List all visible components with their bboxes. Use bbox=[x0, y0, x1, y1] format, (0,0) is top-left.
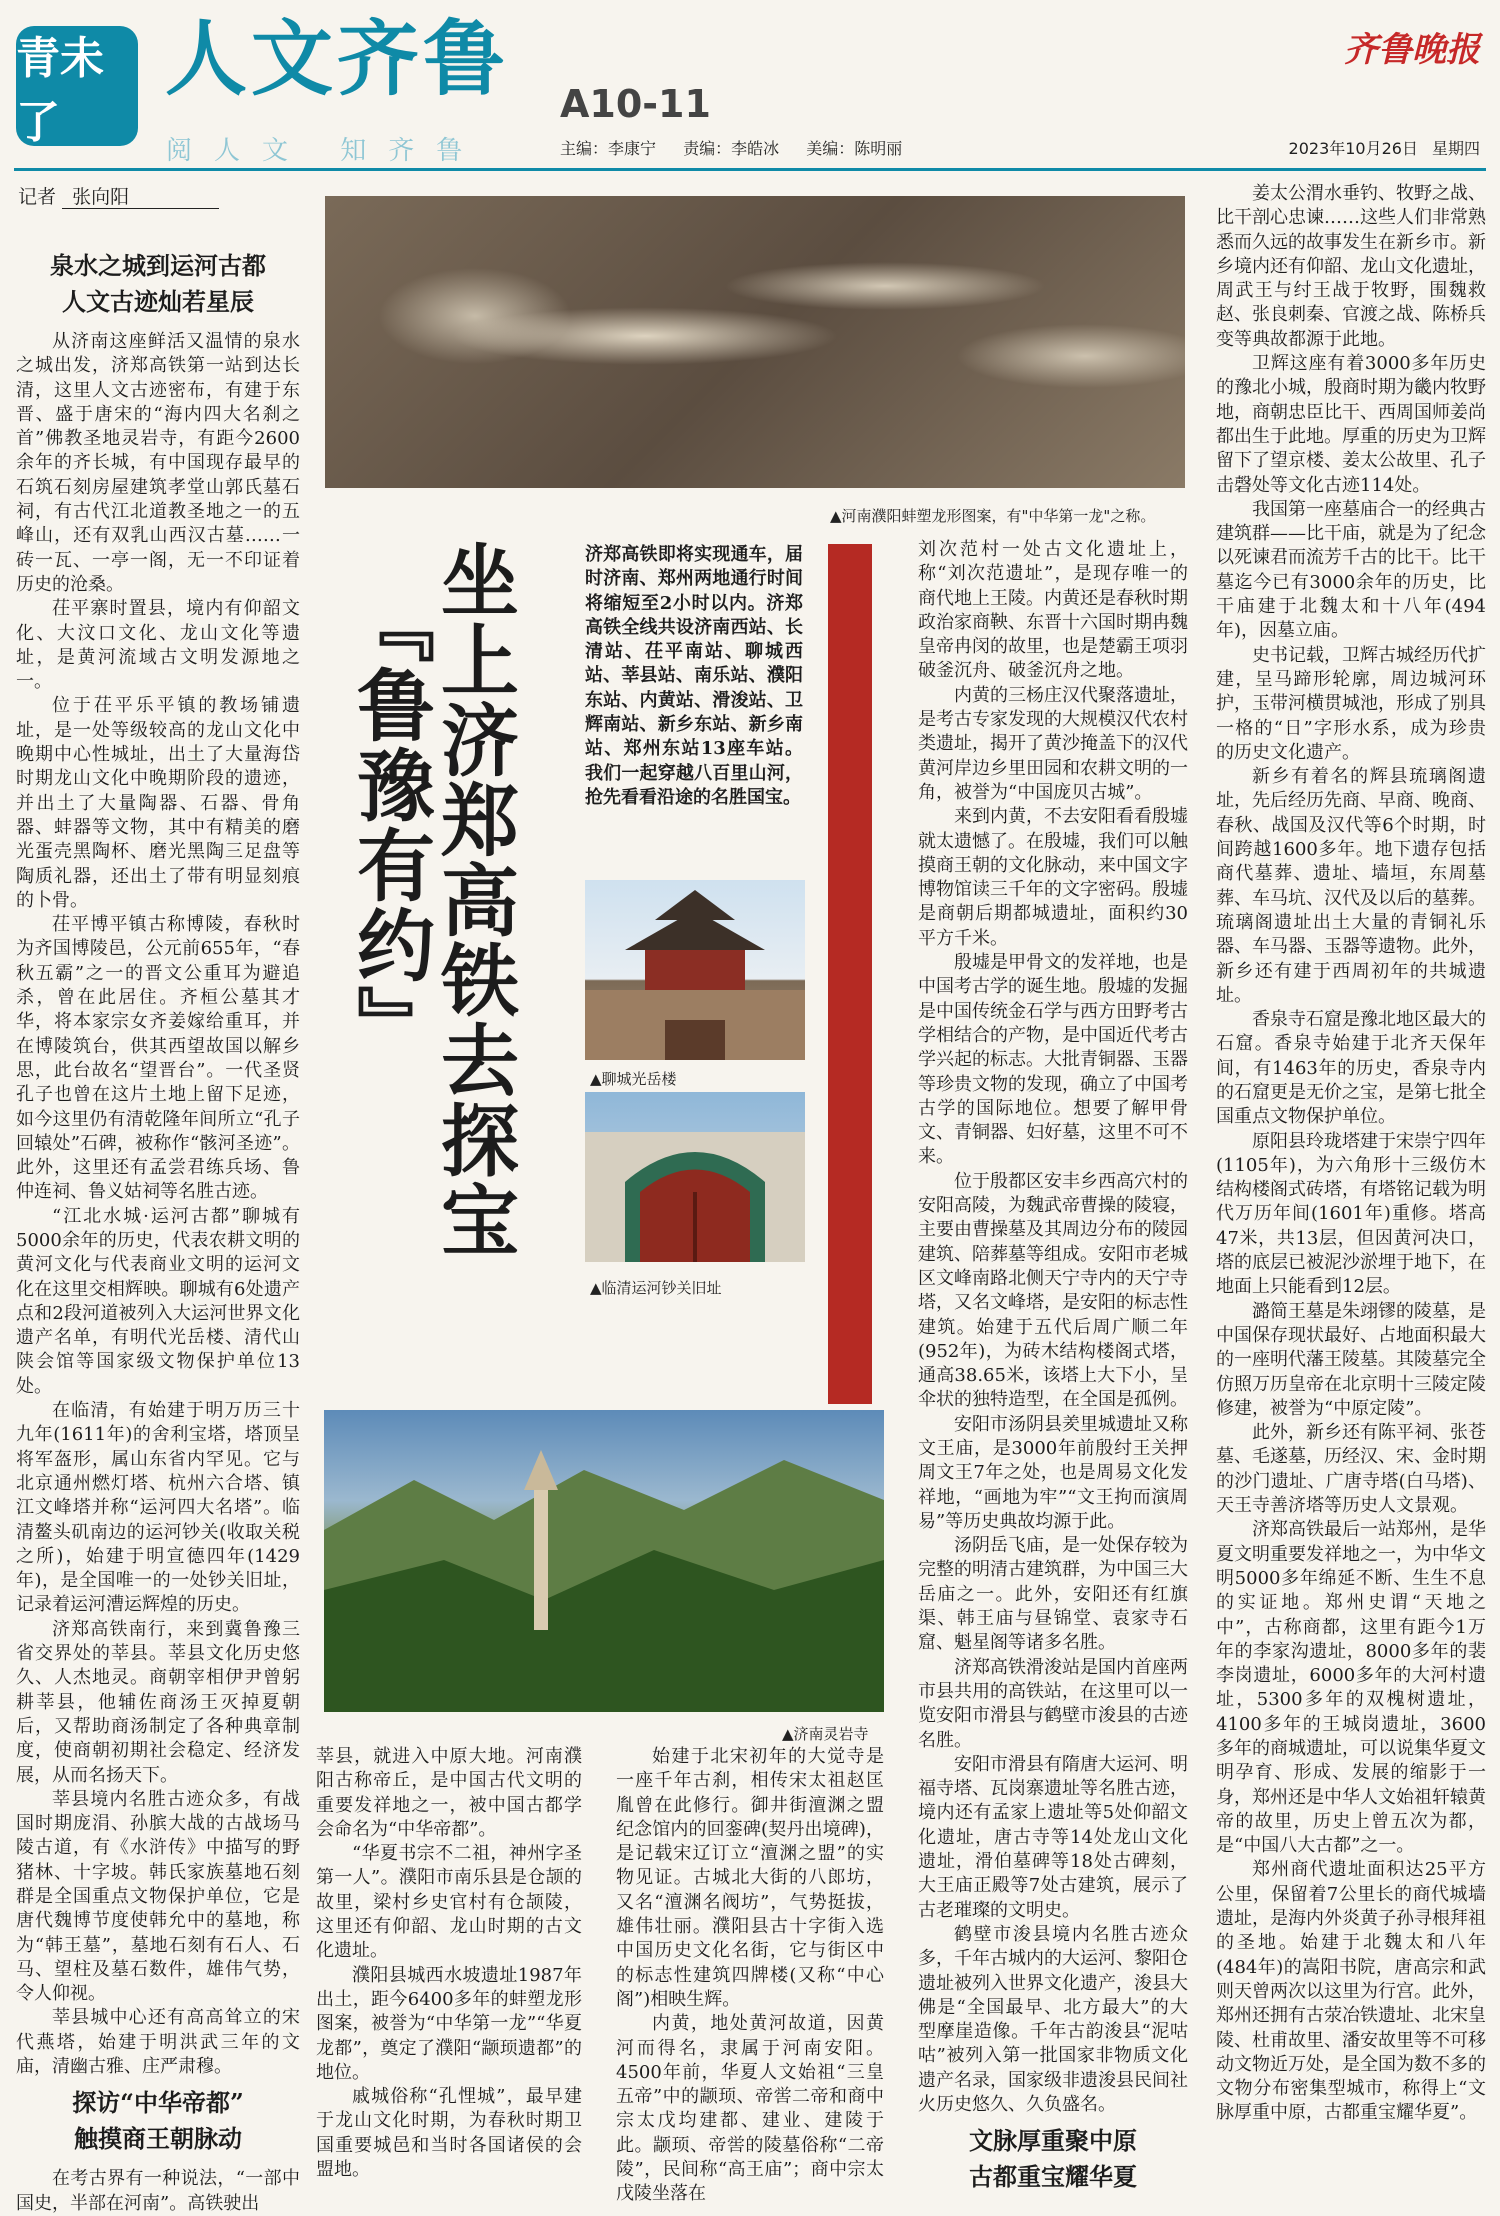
section-subtitle: 阅人文 知齐鲁 bbox=[166, 136, 485, 166]
column-1-heading-2 bbox=[16, 2085, 300, 2157]
paragraph: 莘县境内名胜古迹众多，有战国时期庞涓、孙膑大战的古战场马陵古道，有《水浒传》中描写的野猪林、十字坡。韩氏家族墓地石刻群是全国重点文物保护单位，它是唐代魏博节度使韩允中的墓地，称为“韩王墓”，墓地石刻有石人、石马、望柱及墓石数件，雄伟气势，令人仰视。 bbox=[16, 1788, 300, 2005]
byline bbox=[18, 182, 219, 209]
paragraph: 潞简王墓是朱翊镠的陵墓，是中国保存现状最好、占地面积最大的一座明代藩王陵墓。其陵墓完全仿照万历皇帝在北京明十三陵定陵修建，被誉为“中原定陵”。 bbox=[1216, 1300, 1486, 1419]
heading-1-line-1: 泉水之城到运河古都 bbox=[50, 251, 266, 280]
paragraph: “华夏书宗不二祖，神州字圣第一人”。濮阳市南乐县是仓颉的故里，梁村乡史官村有仓颉陵，这里还有仰韶、龙山时期的古文化遗址。 bbox=[316, 1843, 582, 1962]
chief-editor: 主编：李康宁 bbox=[560, 139, 657, 158]
text-column-5 bbox=[1216, 182, 1486, 2126]
paragraph: 济郑高铁最后一站郑州，是华夏文明重要发祥地之一，为中华文明5000多年绵延不断、生生不息的实证地。郑州史谓“天地之中”，古称商都，这里有距今1万年的李家沟遗址，8000多年的裴李岗遗址，6000多年的大河村遗址，5300多年的双槐树遗址，4100多年的王城岗遗址，3600多年的商城遗址，可以说集华夏文明孕育、形成、发展的缩影于一身，郑州还是中华人文始祖轩辕黄帝的故里，历史上曾五次为都，是“中国八大古都”之一。 bbox=[1216, 1519, 1486, 1857]
paragraph: 卫辉这座有着3000多年历史的豫北小城，殷商时期为畿内牧野地，商朝忠臣比干、西周国师姜尚都出生于此地。厚重的历史为卫辉留下了望京楼、姜太公故里、孔子击磬处等文化古迹114处。 bbox=[1216, 353, 1486, 496]
byline-label: 记者 bbox=[18, 186, 57, 208]
main-headline: 坐上济郑高铁去探宝 bbox=[428, 540, 519, 1260]
paragraph: 鹤壁市浚县境内名胜古迹众多，千年古城内的大运河、黎阳仓遗址被列入世界文化遗产，浚县大佛是“全国最早、北方最大”的大型摩崖造像。千年古韵浚县“泥咕咕”被列入第一批国家非物质文化遗产名录，国家级非遗浚县民间社火历史悠久、久负盛名。 bbox=[918, 1923, 1188, 2115]
heading-line-1: 文脉厚重聚中原 bbox=[969, 2126, 1137, 2156]
paragraph: 莘县，就进入中原大地。河南濮阳古称帝丘，是中国古代文明的重要发祥地之一，被中国古都学会命名为“中华帝都”。 bbox=[316, 1746, 582, 1840]
paragraph: 济郑高铁滑浚站是国内首座两市县共用的高铁站，在这里可以一览安阳市滑县与鹤壁市浚县的古迹名胜。 bbox=[918, 1656, 1188, 1751]
lingyan-temple-photo bbox=[324, 1410, 884, 1712]
dragon-relic-photo bbox=[325, 196, 1185, 488]
paragraph: 殷墟是甲骨文的发祥地，也是中国考古学的诞生地。殷墟的发掘是中国传统金石学与西方田野考古学相结合的产物，是中国近代考古学兴起的标志。大批青铜器、玉器等珍贵文物的发现，确立了中国考古学的国际地位。想要了解甲骨文、青铜器、妇好墓，这里不可不来。 bbox=[918, 952, 1188, 1168]
paragraph: 始建于北宋初年的大觉寺是一座千年古刹，相传宋太祖赵匡胤曾在此修行。御井街澶渊之盟纪念馆内的回銮碑(契丹出境碑)，是记载宋辽订立“澶渊之盟”的实物见证。古城北大街的八郎坊，又名“澶渊名阀坊”，气势挺拔，雄伟壮丽。濮阳县古十字街入选中国历史文化名街，它与街区中的标志性建筑四牌楼(又称“中心阁”)相映生辉。 bbox=[616, 1746, 884, 2010]
decorative-red-bar bbox=[828, 544, 872, 1404]
header-rule bbox=[14, 168, 1486, 171]
paragraph: 汤阴岳飞庙，是一处保存较为完整的明清古建筑群，为中国三大岳庙之一。此外，安阳还有红旗渠、韩王庙与昼锦堂、袁家寺石窟、魁星阁等诸多名胜。 bbox=[918, 1535, 1188, 1654]
paragraph: 此外，新乡还有陈平祠、张苍墓、毛遂墓，历经汉、宋、金时期的沙门遗址、广唐寺塔(白马塔)、天王寺善济塔等历史人文景观。 bbox=[1216, 1422, 1486, 1517]
art-editor: 美编：陈明丽 bbox=[806, 139, 903, 158]
text-column-4 bbox=[918, 538, 1188, 2205]
paragraph: 原阳县玲珑塔建于宋崇宁四年(1105年)，为六角形十三级仿木结构楼阁式砖塔，有塔铭记载为明代万历年间(1601年)重修。塔高47米，共13层，但因黄河决口，塔的底层已被泥沙淤埋于地下，在地面上只能看到12层。 bbox=[1216, 1130, 1486, 1298]
text-column-3 bbox=[616, 1745, 884, 2207]
column-4-heading bbox=[918, 2123, 1188, 2195]
paragraph: 濮阳县城西水坡遗址1987年出土，距今6400多年的蚌塑龙形图案，被誉为“中华第一龙”“华夏龙都”，奠定了濮阳“颛顼遗都”的地位。 bbox=[316, 1964, 582, 2083]
paragraph: 位于茌平乐平镇的教场铺遗址，是一处等级较高的龙山文化中晚期中心性城址，出土了大量海岱时期龙山文化中晚期阶段的遗迹，并出土了大量陶器、石器、骨角器、蚌器等文物，其中有精美的磨光蛋壳黑陶杯、磨光黑陶三足盘等陶质礼器，还出土了带有明显刻痕的卜骨。 bbox=[16, 695, 300, 911]
heading-1-line-2: 人文古迹灿若星辰 bbox=[62, 287, 254, 316]
date-text: 2023年10月26日 bbox=[1288, 139, 1418, 158]
paragraph: 在临清，有始建于明万历三十九年(1611年)的舍利宝塔，塔顶呈将军盔形，属山东省内罕见。它与北京通州燃灯塔、杭州六合塔、镇江文峰塔并称“运河四大名塔”。临清鳌头矶南边的运河钞关(收取关税之所)，始建于明宣德四年(1429年)，是全国唯一的一处钞关旧址，记录着运河漕运辉煌的历史。 bbox=[16, 1400, 300, 1616]
weekday-text: 星期四 bbox=[1431, 139, 1480, 158]
newspaper-name: 齐鲁晚报 bbox=[1344, 30, 1480, 70]
column-1-heading-1 bbox=[16, 248, 300, 320]
mountain-caption: ▲济南灵岩寺 bbox=[782, 1725, 869, 1743]
paragraph: 姜太公渭水垂钓、牧野之战、比干剖心忠谏……这些人们非常熟悉而久远的故事发生在新乡市。新乡境内还有仰韶、龙山文化遗址，周武王与纣王战于牧野，围魏救赵、张良刺秦、官渡之战、陈桥兵变等典故都源于此地。 bbox=[1216, 183, 1486, 350]
paragraph: 刘次范村一处古文化遗址上，称“刘次范遗址”，是现存唯一的商代地上王陵。内黄还是春秋时期政治家商鞅、东晋十六国时期冉魏皇帝冉闵的故里，也是楚霸王项羽破釜沉舟、破釜沉舟之地。 bbox=[918, 539, 1188, 682]
paragraph: 史书记载，卫辉古城经历代扩建，呈马蹄形轮廓，周边城河环护，玉带河横贯城池，形成了别具一格的“日”字形水系，成为珍贵的历史文化遗产。 bbox=[1216, 644, 1486, 763]
heading-2-line-2: 触摸商王朝脉动 bbox=[74, 2124, 242, 2154]
tower-caption: ▲聊城光岳楼 bbox=[590, 1070, 677, 1088]
guangyue-tower-photo bbox=[585, 880, 805, 1060]
lead-paragraph: 济郑高铁即将实现通车，届时济南、郑州两地通行时间将缩短至2小时以内。济郑高铁全线共设济南西站、长清站、茌平南站、聊城西站、莘县站、南乐站、濮阳东站、内黄站、滑浚站、卫辉南站、新乡东站、新乡南站、郑州东站13座车站。我们一起穿越八百里山河，抢先看看沿途的名胜国宝。 bbox=[585, 544, 803, 808]
gate-illustration bbox=[585, 1092, 805, 1262]
paragraph: 从济南这座鲜活又温情的泉水之城出发，济郑高铁第一站到达长清，这里人文古迹密布，有建于东晋、盛于唐宋的“海内四大名刹之首”佛教圣地灵岩寺，有距今2600余年的齐长城，有中国现存最早的石筑石刻房屋建筑孝堂山郭氏墓石祠，有古代江北道教圣地之一的五峰山，还有双乳山西汉古墓……一砖一瓦、一亭一阁，无一不印证着历史的沧桑。 bbox=[16, 331, 300, 595]
paragraph: 位于殷都区安丰乡西高穴村的安阳高陵，为魏武帝曹操的陵寝，主要由曹操墓及其周边分布的陵园建筑、陪葬墓等组成。安阳市老城区文峰南路北侧天宁寺内的天宁寺塔，又名文峰塔，是安阳的标志性建筑。始建于五代后周广顺二年(952年)，为砖木结构楼阁式塔，通高38.65米，该塔上大下小，呈伞状的独特造型，在全国是孤例。 bbox=[918, 1170, 1188, 1411]
responsible-editor: 责编：李皓冰 bbox=[683, 139, 780, 158]
section-logo-text: 青未了 bbox=[16, 33, 104, 148]
page-code: A10-11 bbox=[560, 82, 711, 126]
tower-illustration bbox=[585, 880, 805, 1060]
text-column-2 bbox=[316, 1745, 582, 2182]
section-logo bbox=[16, 26, 138, 146]
paragraph: 郑州商代遗址面积达25平方公里，保留着7公里长的商代城墙遗址，是海内外炎黄子孙寻根拜祖的圣地。始建于北魏太和八年(484年)的嵩阳书院，唐高宗和武则天曾两次以这里为行宫。此外，郑州还拥有古荥冶铁遗址、北宋皇陵、杜甫故里、潘安故里等不可移动文物近万处，是全国为数不多的文物分布密集型城市，称得上“文脉厚重中原，古都重宝耀华夏”。 bbox=[1216, 1859, 1486, 2124]
section-title: 人文齐鲁 bbox=[165, 11, 510, 107]
mountain-illustration bbox=[324, 1410, 884, 1712]
gate-caption: ▲临清运河钞关旧址 bbox=[590, 1279, 722, 1297]
paragraph: 茌平寨时置县，境内有仰韶文化、大汶口文化、龙山文化等遗址，是黄河流域古文明发源地之一。 bbox=[16, 598, 300, 693]
paragraph: 安阳市滑县有隋唐大运河、明福寺塔、瓦岗寨遗址等名胜古迹，境内还有孟家上遗址等5处仰韶文化遗址，唐古寺等14处龙山文化遗址，滑伯墓碑等18处古碑刻，大王庙正殿等7处古建筑，展示了古老璀璨的文明史。 bbox=[918, 1753, 1188, 1921]
paragraph: 茌平博平镇古称博陵，春秋时为齐国博陵邑，公元前655年，“春秋五霸”之一的晋文公重耳为避追杀，曾在此居住。齐桓公墓其才华，将本家宗女齐姜嫁给重耳，并在博陵筑台，供其西望故国以解乡思，此台故名“望晋台”。一代圣贤孔子也曾在这片土地上留下足迹，如今这里仍有清乾隆年间所立“孔子回辕处”石碑，被称作“骸河圣迹”。此外，这里还有孟尝君练兵场、鲁仲连祠、鲁义姑祠等名胜古迹。 bbox=[16, 914, 300, 1203]
heading-line-2: 古都重宝耀华夏 bbox=[969, 2162, 1137, 2192]
editor-credits bbox=[560, 136, 924, 159]
paragraph: 来到内黄，不去安阳看看殷墟就太遗憾了。在殷墟，我们可以触摸商王朝的文化脉动，来中国文字博物馆读三千年的文字密码。殷墟是商朝后期都城遗址，面积约30平方千米。 bbox=[918, 806, 1188, 949]
paragraph: 戚城俗称“孔悝城”，最早建于龙山文化时期，为春秋时期卫国重要城邑和当时各国诸侯的会盟地。 bbox=[316, 2086, 582, 2181]
paragraph: 济郑高铁南行，来到冀鲁豫三省交界处的莘县。莘县文化历史悠久、人杰地灵。商朝宰相伊尹曾躬耕莘县，他辅佐商汤王灭掉夏朝后，又帮助商汤制定了各种典章制度，使商朝初期社会稳定、经济发展，从而名扬天下。 bbox=[16, 1618, 300, 1786]
text-column-1 bbox=[16, 242, 300, 2216]
paragraph: 在考古界有一种说法，“一部中国史，半部在河南”。高铁驶出 bbox=[16, 2168, 300, 2214]
byline-name: 张向阳 bbox=[62, 186, 219, 209]
issue-date bbox=[1275, 136, 1480, 159]
heading-2-line-1: 探访“中华帝都” bbox=[72, 2088, 244, 2118]
paragraph: 安阳市汤阴县羑里城遗址又称文王庙，是3000年前殷纣王关押周文王7年之处，也是周易文化发祥地，“画地为牢”“文王拘而演周易”等历史典故均源于此。 bbox=[918, 1413, 1188, 1532]
paragraph: 我国第一座墓庙合一的经典古建筑群——比干庙，就是为了纪念以死谏君而流芳千古的比干。比干墓迄今已有3000余年的历史，比干庙建于北魏太和十八年(494年)，因墓立庙。 bbox=[1216, 498, 1486, 642]
paragraph: “江北水城·运河古都”聊城有5000余年的历史，代表农耕文明的黄河文化与代表商业文明的运河文化在这里交相辉映。聊城有6处遗产点和2段河道被列入大运河世界文化遗产名单，有明代光岳楼、清代山陕会馆等国家级文物保护单位13处。 bbox=[16, 1205, 300, 1397]
sub-headline: 『鲁豫有约』 bbox=[344, 585, 435, 1065]
paragraph: 新乡有着名的辉县琉璃阁遗址，先后经历先商、早商、晚商、春秋、战国及汉代等6个时期，时间跨越1600多年。地下遗存包括商代墓葬、遗址、墙垣，东周墓葬、车马坑、汉代及以后的墓葬。琉璃阁遗址出土大量的青铜礼乐器、车马器、玉器等遗物。此外，新乡还有建于西周初年的共城遗址。 bbox=[1216, 766, 1486, 1006]
dragon-caption: ▲河南濮阳蚌塑龙形图案，有"中华第一龙"之称。 bbox=[830, 507, 1156, 525]
linqing-gate-photo bbox=[585, 1092, 805, 1262]
paragraph: 莘县城中心还有高高耸立的宋代燕塔，始建于明洪武三年的文庙，清幽古雅、庄严肃穆。 bbox=[16, 2007, 300, 2078]
paragraph: 内黄的三杨庄汉代聚落遗址，是考古专家发现的大规模汉代农村类遗址，揭开了黄沙掩盖下的汉代黄河岸边乡里田园和农耕文明的一角，被誉为“中国庞贝古城”。 bbox=[918, 684, 1188, 803]
paragraph: 香泉寺石窟是豫北地区最大的石窟。香泉寺始建于北齐天保年间，有1463年的历史，香泉寺内的石窟更是无价之宝，是第七批全国重点文物保护单位。 bbox=[1216, 1009, 1486, 1128]
paragraph: 内黄，地处黄河故道，因黄河而得名，隶属于河南安阳。4500年前，华夏人文始祖“三皇五帝”中的颛顼、帝喾二帝和商中宗太戊均建都、建业、建陵于此。颛顼、帝喾的陵墓俗称“二帝陵”，民间称“高王庙”；商中宗太戊陵坐落在 bbox=[616, 2013, 884, 2205]
